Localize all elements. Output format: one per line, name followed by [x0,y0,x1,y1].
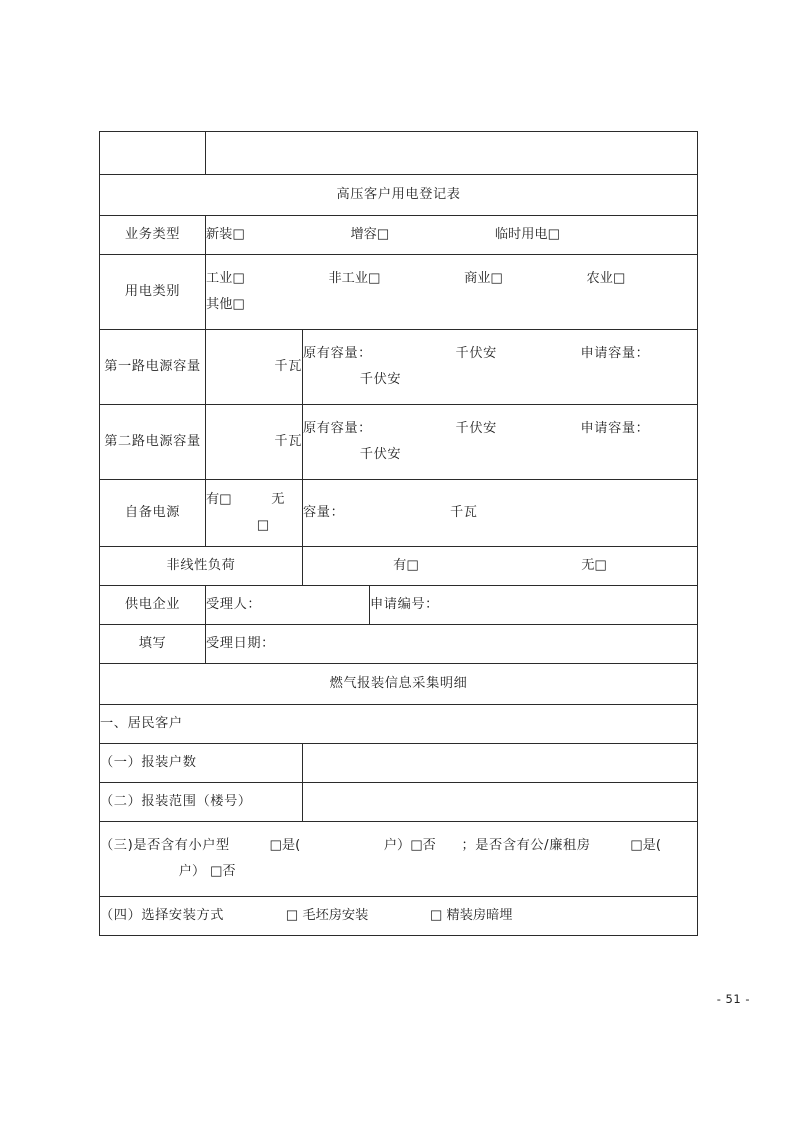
first-supply-original-unit: 千伏安 [455,346,497,362]
checkbox-small-unit-yes[interactable]: □是( [269,838,301,854]
business-type-options [206,216,698,255]
table-row-gas-item-3 [100,822,698,897]
empty-cell-right [206,132,698,175]
gas-item-2-value[interactable] [303,783,698,822]
checkbox-other-head[interactable]: 其 [206,297,220,312]
table-row-second-supply [100,405,698,480]
gas-item-1-label: （一）报装户数 [100,744,303,783]
checkbox-industrial[interactable]: 工业□ [206,271,245,287]
self-power-capacity-field [303,480,698,547]
application-no-label: 申请编号： [370,597,439,613]
self-power-capacity-label: 容量： [303,505,345,521]
small-unit-count-suffix[interactable]: 户）□否 [383,838,436,854]
first-supply-apply-unit-tail: 伏安 [373,372,402,387]
table-row-self-power [100,480,698,547]
table-row-gas-title [100,664,698,705]
table-row-electric-title [100,175,698,216]
checkbox-finished-house-concealed[interactable]: □ 精装房暗埋 [429,908,513,924]
checkbox-public-rental-yes[interactable]: □是( [630,838,661,854]
second-supply-apply-label: 申请容量： [580,421,650,437]
accept-date-field[interactable] [206,625,698,664]
second-supply-unit: 千瓦 [206,405,303,480]
gas-item-4-label: （四）选择安装方式 [100,908,225,924]
table-row-gas-item-4 [100,897,698,936]
usage-category-options [206,255,698,330]
handler-field[interactable] [206,586,370,625]
checkbox-non-industrial[interactable]: 非工业□ [328,271,381,287]
checkbox-nonlinear-no[interactable]: 无□ [581,558,607,574]
checkbox-public-rental-no[interactable]: □否 [209,864,236,879]
checkbox-agricultural[interactable]: 农业□ [586,271,626,287]
second-supply-apply-unit-tail: 伏安 [373,447,402,462]
table-row-supplier-handler [100,586,698,625]
self-power-no-label: 无 [271,492,285,508]
self-power-options [206,480,303,547]
checkbox-capacity-increase[interactable]: 增容□ [350,227,390,243]
gas-item-2-label: （二）报装范围（楼号） [100,783,303,822]
checkbox-other-tail[interactable]: 他□ [219,297,245,312]
checkbox-self-power-yes[interactable]: 有□ [206,492,232,508]
application-no-field[interactable] [370,586,698,625]
table-row-gas-item-1 [100,744,698,783]
electric-form-title: 高压客户用电登记表 [100,175,698,216]
gas-item-3 [100,822,698,897]
first-supply-capacity-fields [303,330,698,405]
supplier-fill-label-line2: 填写 [100,625,206,664]
nonlinear-load-options [303,547,698,586]
supplier-fill-label-line1: 供电企业 [100,586,206,625]
handler-label: 受理人： [206,597,262,613]
business-type-label: 业务类型 [100,216,206,255]
checkbox-new-install[interactable]: 新装□ [206,227,245,243]
first-supply-original-label: 原有容量： [303,346,372,362]
accept-date-label: 受理日期： [206,636,275,652]
first-supply-apply-unit-head: 千 [359,372,374,387]
second-supply-apply-unit-head: 千 [359,447,374,462]
table-row-first-supply [100,330,698,405]
page-number: - 51 - [716,992,750,1006]
table-row-gas-section-one [100,705,698,744]
first-supply-unit: 千瓦 [206,330,303,405]
gas-form-title: 燃气报装信息采集明细 [100,664,698,705]
usage-category-label: 用电类别 [100,255,206,330]
checkbox-self-power-no[interactable]: □ [256,518,270,533]
second-supply-label: 第二路电源容量 [100,405,206,480]
gas-item-3-public-rental-label: ；是否含有公/廉租房 [461,838,591,854]
public-rental-count-suffix[interactable]: 户） [178,864,206,879]
table-row-business-type [100,216,698,255]
checkbox-nonlinear-yes[interactable]: 有□ [393,558,419,574]
self-power-label: 自备电源 [100,480,206,547]
nonlinear-load-label: 非线性负荷 [100,547,303,586]
gas-item-4 [100,897,698,936]
second-supply-capacity-fields [303,405,698,480]
table-row-usage-category [100,255,698,330]
empty-cell-left [100,132,206,175]
table-row-empty-header [100,132,698,175]
first-supply-label: 第一路电源容量 [100,330,206,405]
gas-section-one-label: 一、居民客户 [100,705,698,744]
table-row-supplier-date [100,625,698,664]
gas-item-3-label: （三)是否含有小户型 [100,838,230,854]
gas-item-1-value[interactable] [303,744,698,783]
checkbox-temporary-power[interactable]: 临时用电□ [494,227,561,243]
first-supply-apply-label: 申请容量： [580,346,650,362]
table-row-nonlinear-load [100,547,698,586]
checkbox-rough-house-install[interactable]: □ 毛坯房安装 [285,908,369,924]
self-power-capacity-unit: 千瓦 [449,505,478,521]
checkbox-commercial[interactable]: 商业□ [464,271,503,287]
table-row-gas-item-2 [100,783,698,822]
second-supply-original-label: 原有容量： [303,421,372,437]
second-supply-original-unit: 千伏安 [455,421,497,437]
registration-form-table [99,131,698,936]
